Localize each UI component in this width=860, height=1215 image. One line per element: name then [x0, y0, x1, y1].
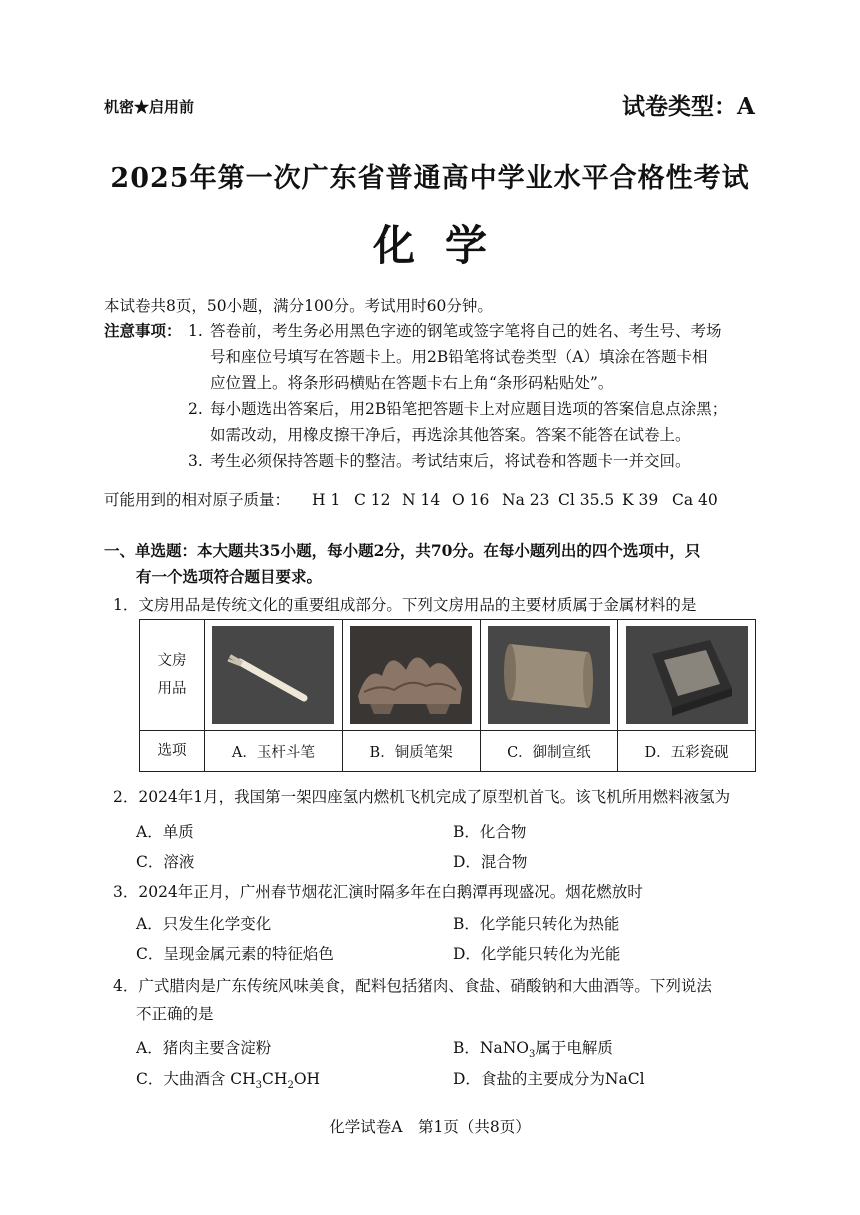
question-4-stem-line-1: 4．广式腊肉是广东传统风味美食，配料包括猪肉、食盐、硝酸钠和大曲酒等。下列说法 [113, 977, 712, 995]
row-label-line-1: 文房 [157, 653, 187, 669]
row-label-options: 选项 [140, 731, 205, 772]
confidential-label: 机密★启用前 [104, 98, 195, 116]
question-4-option-a: A．猪肉主要含淀粉 [136, 1039, 272, 1057]
notice-item-2-line-2: 如需改动，用橡皮擦干净后，再选涂其他答案。答案不能答在试卷上。 [210, 426, 691, 444]
notice-item-1-line-1: 答卷前，考生务必用黑色字迹的钢笔或签字笔将自己的姓名、考生号、考场 [210, 322, 722, 340]
option-b-subscript: 3 [528, 1049, 536, 1061]
option-c-subscript-2: 2 [287, 1080, 294, 1092]
notice-label: 注意事项： [104, 321, 182, 340]
notice-item-2-num: 2. [188, 400, 203, 418]
question-2-stem: 2．2024年1月，我国第一架四座氢内燃机飞机完成了原型机首飞。该飞机所用燃料液氢为 [113, 788, 731, 806]
atomic-mass-na: Na 23 [502, 491, 550, 509]
notice-item-1-line-2: 号和座位号填写在答题卡上。用2B铅笔将试卷类型（A）填涂在答题卡相 [210, 348, 708, 366]
table-row-options [140, 731, 756, 772]
exam-title: 2025年第一次广东省普通高中学业水平合格性考试 [110, 163, 750, 194]
xuan-paper-image [488, 626, 610, 724]
question-2-option-b: B．化合物 [453, 823, 527, 841]
option-b-prefix: B．NaNO [453, 1039, 529, 1057]
question-1-table [139, 619, 756, 772]
question-2-option-c: C．溶液 [136, 853, 195, 871]
jade-brush-image [212, 626, 334, 724]
question-3-option-a: A．只发生化学变化 [136, 915, 272, 933]
question-1-stem: 1．文房用品是传统文化的重要组成部分。下列文房用品的主要材质属于金属材料的是 [113, 596, 697, 614]
atomic-mass-ca: Ca 40 [672, 491, 718, 509]
image-cell-a [205, 620, 343, 731]
question-4-option-c [136, 1067, 320, 1091]
porcelain-inkstone-image [626, 626, 748, 724]
question-3-option-c: C．呈现金属元素的特征焰色 [136, 945, 334, 963]
table-option-a: A．玉杆斗笔 [205, 731, 343, 772]
intro-text: 本试卷共8页，50小题，满分100分。考试用时60分钟。 [104, 297, 493, 315]
question-4-option-d: D．食盐的主要成分为NaCl [453, 1070, 645, 1088]
page-footer: 化学试卷A 第1页（共8页） [329, 1118, 531, 1136]
option-c-prefix: C．大曲酒含 CH [136, 1070, 256, 1088]
question-2-option-a: A．单质 [136, 823, 194, 841]
table-option-c: C．御制宣纸 [480, 731, 618, 772]
notice-item-1-line-3: 应位置上。将条形码横贴在答题卡右上角“条形码粘贴处”。 [210, 374, 614, 392]
row-label-line-2: 用品 [157, 681, 187, 697]
question-3-stem: 3．2024年正月，广州春节烟花汇演时隔多年在白鹅潭再现盛况。烟花燃放时 [113, 883, 643, 901]
atomic-mass-cl: Cl 35.5 [558, 491, 615, 509]
atomic-mass-n: N 14 [402, 491, 441, 509]
paper-type-label: 试卷类型：A [622, 93, 755, 120]
question-4-option-b [453, 1036, 613, 1060]
table-row-images [140, 620, 756, 731]
image-cell-d [618, 620, 756, 731]
atomic-mass-k: K 39 [622, 491, 659, 509]
atomic-mass-label: 可能用到的相对原子质量： [104, 491, 291, 509]
table-option-d: D．五彩瓷砚 [618, 731, 756, 772]
question-3-option-b: B．化学能只转化为热能 [453, 915, 620, 933]
option-c-suffix: OH [293, 1070, 321, 1088]
section-1-line-1: 一、单选题：本大题共35小题，每小题2分，共70分。在每小题列出的四个选项中，只 [104, 541, 701, 560]
atomic-mass-c: C 12 [354, 491, 391, 509]
option-c-subscript-1: 3 [255, 1080, 263, 1092]
bronze-brush-rest-image [350, 626, 472, 724]
row-label-items [140, 620, 205, 731]
atomic-mass-o: O 16 [452, 491, 490, 509]
question-2-option-d: D．混合物 [453, 853, 528, 871]
atomic-mass-h: H 1 [312, 491, 341, 509]
question-4-stem-line-2: 不正确的是 [136, 1005, 214, 1023]
option-b-suffix: 属于电解质 [535, 1039, 613, 1057]
table-option-b: B．铜质笔架 [342, 731, 480, 772]
notice-item-3-line-1: 考生必须保持答题卡的整洁。考试结束后，将试卷和答题卡一并交回。 [210, 452, 691, 470]
section-1-line-2: 有一个选项符合题目要求。 [136, 567, 323, 586]
option-c-middle: CH [262, 1070, 288, 1088]
subject-title: 化学 [372, 221, 517, 270]
notice-item-3-num: 3. [188, 452, 203, 470]
image-cell-c [480, 620, 618, 731]
notice-item-1-num: 1. [188, 322, 203, 340]
notice-item-2-line-1: 每小题选出答案后，用2B铅笔把答题卡上对应题目选项的答案信息点涂黑； [210, 400, 728, 418]
question-3-option-d: D．化学能只转化为光能 [453, 945, 621, 963]
image-cell-b [342, 620, 480, 731]
